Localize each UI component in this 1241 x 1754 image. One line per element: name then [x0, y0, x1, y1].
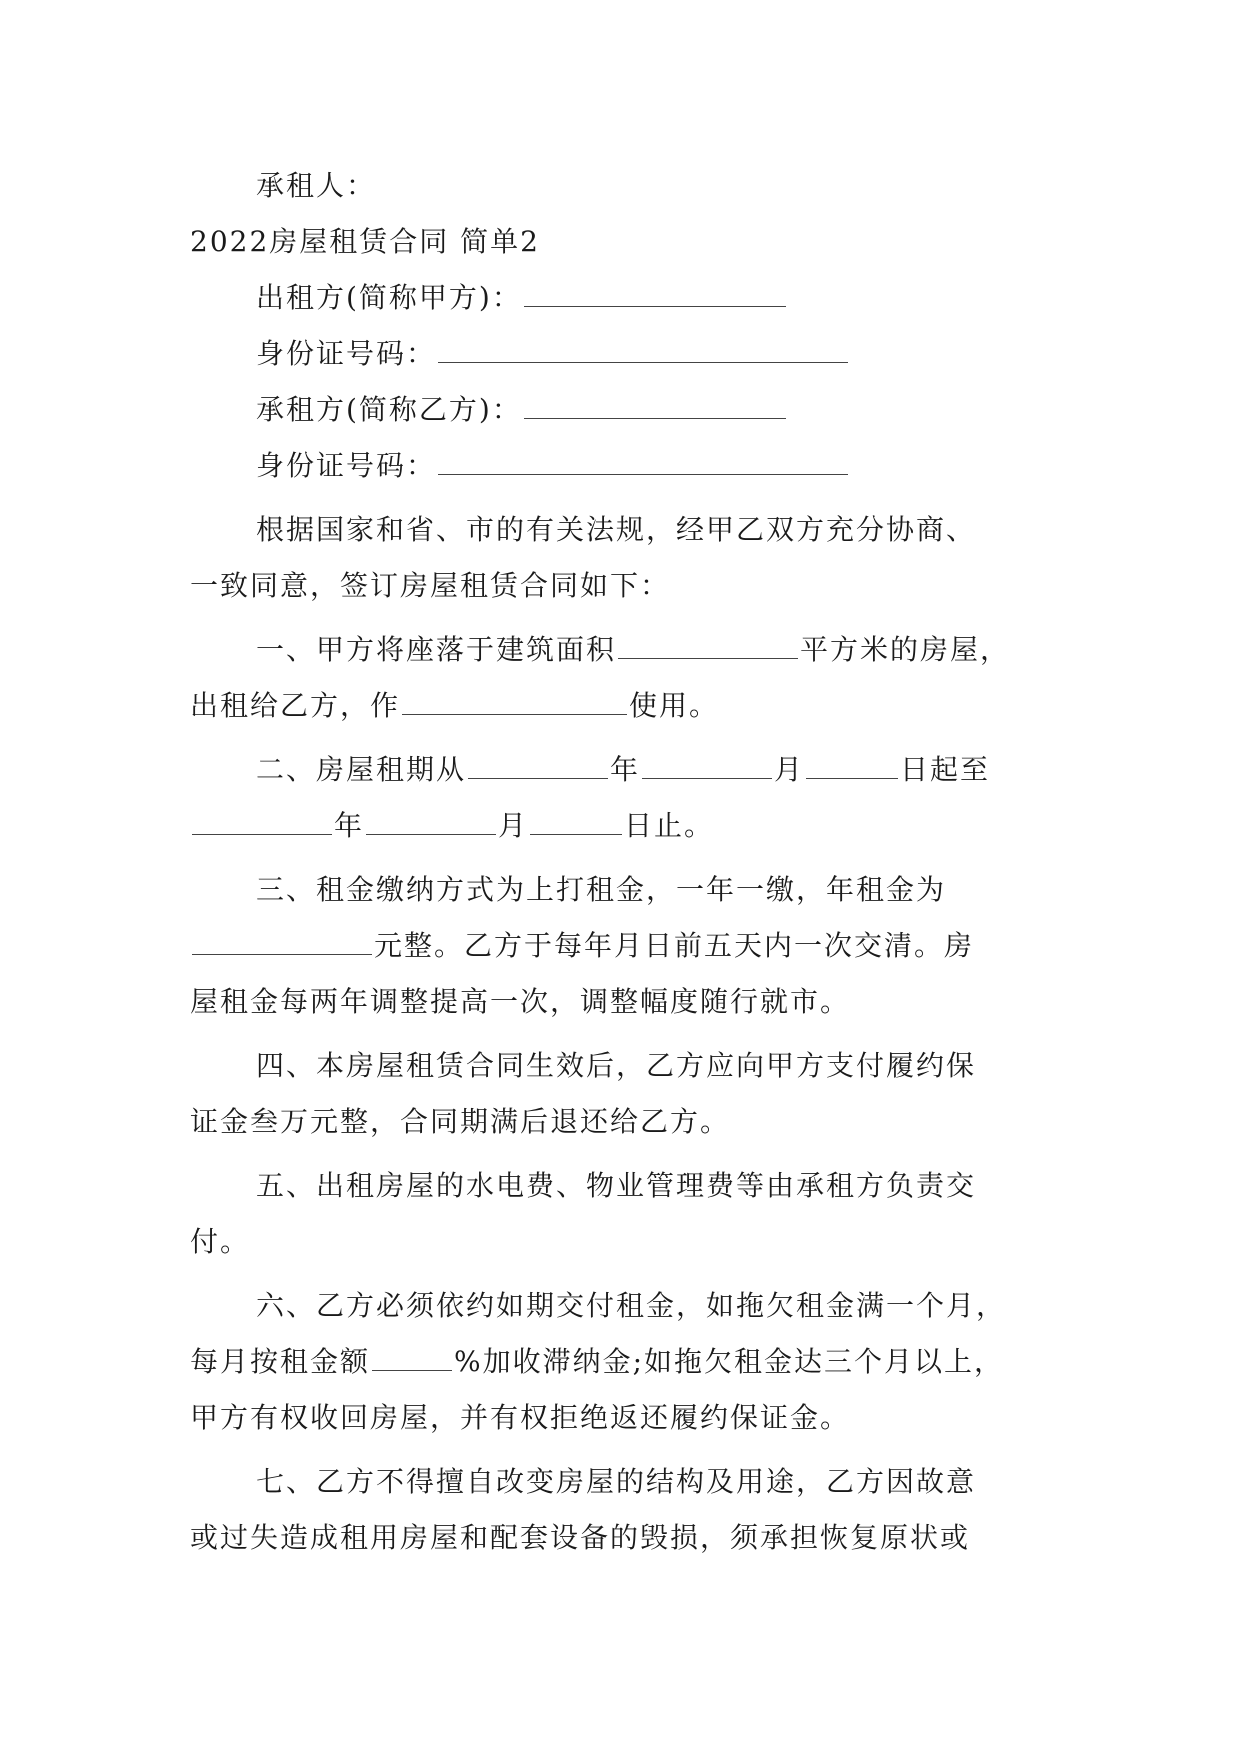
clause-2-from: 日起至 — [900, 753, 991, 786]
end-year-blank — [192, 810, 332, 835]
clause-2-year-2: 年 — [334, 809, 365, 842]
lessee-id-label: 身份证号码： — [256, 449, 437, 482]
clause-1-text-d: 使用。 — [629, 689, 720, 722]
clause-3-line-3: 屋租金每两年调整提高一次，调整幅度随行就市。 — [190, 985, 851, 1018]
usage-blank — [402, 690, 627, 715]
clause-5-line-1: 五、出租房屋的水电费、物业管理费等由承租方负责交 — [256, 1169, 977, 1202]
clause-1-text-c: 出租给乙方，作 — [190, 689, 401, 722]
lessee-blank — [524, 394, 786, 419]
clause-4-line-1: 四、本房屋租赁合同生效后，乙方应向甲方支付履约保 — [256, 1049, 977, 1082]
lessee-field — [190, 382, 1052, 438]
clause-2-text-a: 二、房屋租期从 — [256, 753, 467, 786]
lessor-label: 出租方(简称甲方)： — [256, 281, 522, 314]
clause-5-line-2: 付。 — [190, 1225, 251, 1258]
clause-3-line-2 — [190, 918, 1052, 974]
clause-7-line-2: 或过失造成租用房屋和配套设备的毁损，须承担恢复原状或 — [190, 1521, 971, 1554]
clause-6-text-b1: 每月按租金额 — [190, 1345, 371, 1378]
document-title: 2022房屋租赁合同 简单2 — [190, 225, 540, 258]
lessor-field — [190, 270, 1052, 326]
start-day-blank — [806, 754, 898, 779]
clause-1-text-a: 一、甲方将座落于建筑面积 — [256, 633, 617, 666]
start-year-blank — [468, 754, 608, 779]
clause-6-line-1: 六、乙方必须依约如期交付租金，如拖欠租金满一个月， — [256, 1289, 1007, 1322]
clause-2-month-2: 月 — [498, 809, 529, 842]
clause-2-year: 年 — [610, 753, 641, 786]
clause-2-line-1 — [190, 742, 1052, 798]
clause-1-text-b: 平方米的房屋， — [800, 633, 1011, 666]
clause-6-line-3: 甲方有权收回房屋，并有权拒绝返还履约保证金。 — [190, 1401, 851, 1434]
late-fee-percent-blank — [372, 1346, 452, 1371]
end-month-blank — [366, 810, 496, 835]
lessor-id-label: 身份证号码： — [256, 337, 437, 370]
lessor-blank — [524, 282, 786, 307]
annual-rent-blank — [192, 930, 372, 955]
end-day-blank — [530, 810, 622, 835]
clause-1-line-1 — [190, 622, 1052, 678]
lessee-signature-label: 承租人： — [256, 169, 377, 202]
lessee-id-field — [190, 438, 1052, 494]
lessee-id-blank — [438, 450, 848, 475]
clause-6-text-b2: %加收滞纳金;如拖欠租金达三个月以上， — [454, 1345, 1005, 1378]
lessor-id-field — [190, 326, 1052, 382]
area-blank — [618, 634, 798, 659]
clause-7-line-1: 七、乙方不得擅自改变房屋的结构及用途，乙方因故意 — [256, 1465, 977, 1498]
clause-3-line-1: 三、租金缴纳方式为上打租金，一年一缴，年租金为 — [256, 873, 947, 906]
clause-1-line-2 — [190, 678, 1052, 734]
document-body — [190, 158, 1052, 1566]
clause-2-month: 月 — [774, 753, 805, 786]
clause-2-line-2 — [190, 798, 1052, 854]
lessor-id-blank — [438, 338, 848, 363]
clause-4-line-2: 证金叁万元整，合同期满后退还给乙方。 — [190, 1105, 731, 1138]
intro-line-2: 一致同意，签订房屋租赁合同如下： — [190, 569, 671, 602]
clause-3-text-b: 元整。乙方于每年月日前五天内一次交清。房 — [374, 929, 975, 962]
intro-line-1: 根据国家和省、市的有关法规，经甲乙双方充分协商、 — [256, 513, 977, 546]
start-month-blank — [642, 754, 772, 779]
lessee-label: 承租方(简称乙方)： — [256, 393, 522, 426]
clause-6-line-2 — [190, 1334, 1052, 1390]
clause-2-end: 日止。 — [624, 809, 715, 842]
